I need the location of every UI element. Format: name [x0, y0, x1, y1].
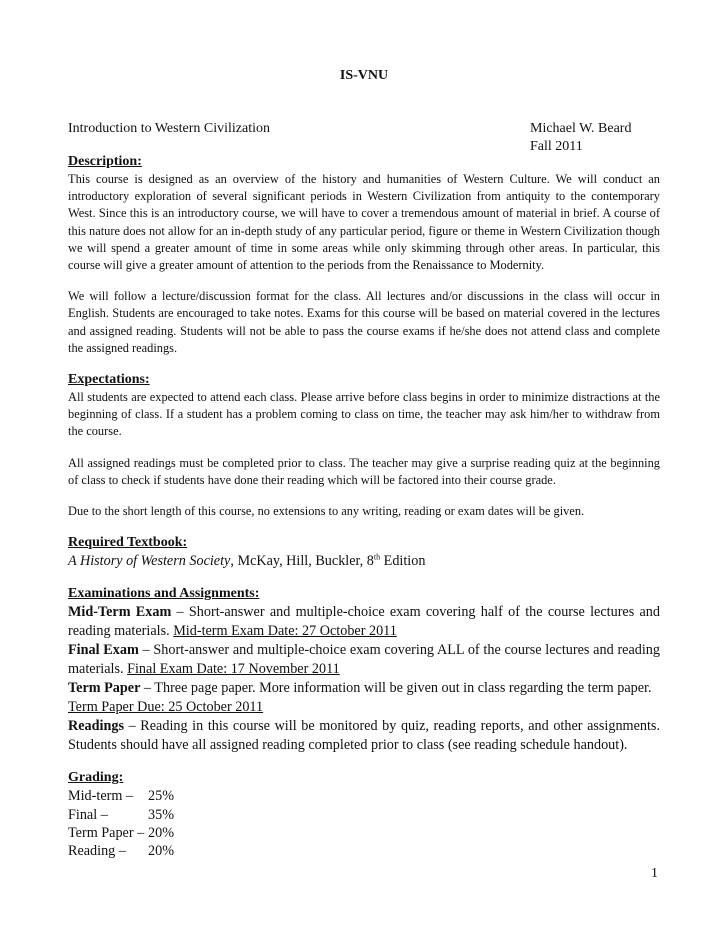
grade-row — [68, 806, 660, 824]
grade-value: 20% — [148, 825, 175, 842]
paper-label: Term Paper — [68, 680, 141, 697]
final-item — [68, 641, 660, 679]
document-header: IS-VNU — [339, 68, 389, 83]
instructor-block — [530, 120, 631, 156]
grade-row — [68, 787, 660, 805]
page-number: 1 — [651, 866, 658, 881]
description-paragraph: This course is designed as an overview of the history and humanities of Western Culture. We will conduct an introductory exploration of several significant periods in Western Civilization from antiquity to the contemporary West. Since this is an introductory course, we will have to cover a tremendous amount of material in brief. A course of this nature does not allow for an in-depth study of any particular period, figure or theme in Western Civilization though we will spend a greater amount of time in some areas while only skimming through other areas. In particular, this course will give a greater amount of attention to the periods from the Renaissance to Modernity. — [68, 172, 660, 273]
midterm-label: Mid-Term Exam — [68, 604, 172, 621]
textbook-section — [68, 534, 660, 571]
grade-label: Mid-term – — [68, 788, 134, 805]
textbook-authors: , McKay, Hill, Buckler, 8 — [230, 553, 374, 570]
grade-value: 25% — [148, 788, 175, 805]
description-section — [68, 153, 660, 357]
textbook-citation — [68, 552, 660, 571]
grade-row — [68, 824, 660, 842]
grade-label: Reading – — [68, 843, 126, 860]
textbook-edition-sup: th — [373, 552, 381, 562]
grade-label: Term Paper – — [68, 825, 145, 842]
exams-section — [68, 585, 660, 755]
textbook-edition: Edition — [380, 553, 426, 570]
midterm-text: – Short-answer and multiple-choice exam covering half of the course lectures and reading materials. — [68, 604, 660, 640]
paper-date: Term Paper Due: 25 October 2011 — [68, 699, 264, 716]
midterm-date: Mid-term Exam Date: 27 October 2011 — [173, 623, 397, 640]
expectations-heading: Expectations: — [68, 372, 150, 388]
description-paragraph: We will follow a lecture/discussion format for the class. All lectures and/or discussions in the class will occur in English. Students are encouraged to take notes. Exams for this course will be based on material covered in the lectures and assigned reading. Students will not be able to pass the course exams if he/she does not attend class and complete the assigned readings. — [68, 289, 660, 355]
course-title: Introduction to Western Civilization — [68, 121, 270, 136]
textbook-title: A History of Western Society — [68, 553, 231, 570]
grade-value: 35% — [148, 806, 175, 823]
textbook-heading: Required Textbook: — [68, 535, 188, 551]
paper-item — [68, 679, 660, 717]
expectations-paragraph: Due to the short length of this course, no extensions to any writing, reading or exam dates will be given. — [68, 504, 585, 519]
expectations-paragraph: All students are expected to attend each class. Please arrive before class begins in order to minimize distractions at the beginning of class. If a student has a problem coming to class on time, the teacher may ask him/her to withdraw from the course. — [68, 390, 660, 439]
syllabus-body — [68, 153, 660, 861]
grade-value: 20% — [148, 843, 175, 860]
readings-item — [68, 717, 660, 755]
exams-heading: Examinations and Assignments: — [68, 586, 260, 602]
paper-text: – Three page paper. More information will be given out in class regarding the term paper. — [140, 680, 652, 697]
grading-heading: Grading: — [68, 770, 124, 786]
final-date: Final Exam Date: 17 November 2011 — [127, 661, 340, 678]
term: Fall 2011 — [530, 139, 583, 154]
expectations-paragraph: All assigned readings must be completed prior to class. The teacher may give a surprise reading quiz at the beginning of class to check if students have done their reading which will be factored into their course grade. — [68, 455, 660, 487]
description-heading: Description: — [68, 154, 142, 169]
instructor-name: Michael W. Beard — [530, 121, 632, 136]
final-text: – Short-answer and multiple-choice exam covering ALL of the course lectures and reading materials. — [68, 642, 660, 678]
grading-section — [68, 769, 660, 861]
grade-label: Final – — [68, 806, 108, 823]
final-label: Final Exam — [68, 642, 139, 659]
readings-label: Readings — [68, 718, 124, 735]
readings-text: – Reading in this course will be monitored by quiz, reading reports, and other assignments. Students should have all assigned reading completed prior to class (see reading schedule handout). — [68, 718, 660, 754]
expectations-section — [68, 371, 660, 520]
grade-row — [68, 842, 660, 860]
midterm-item — [68, 603, 660, 641]
